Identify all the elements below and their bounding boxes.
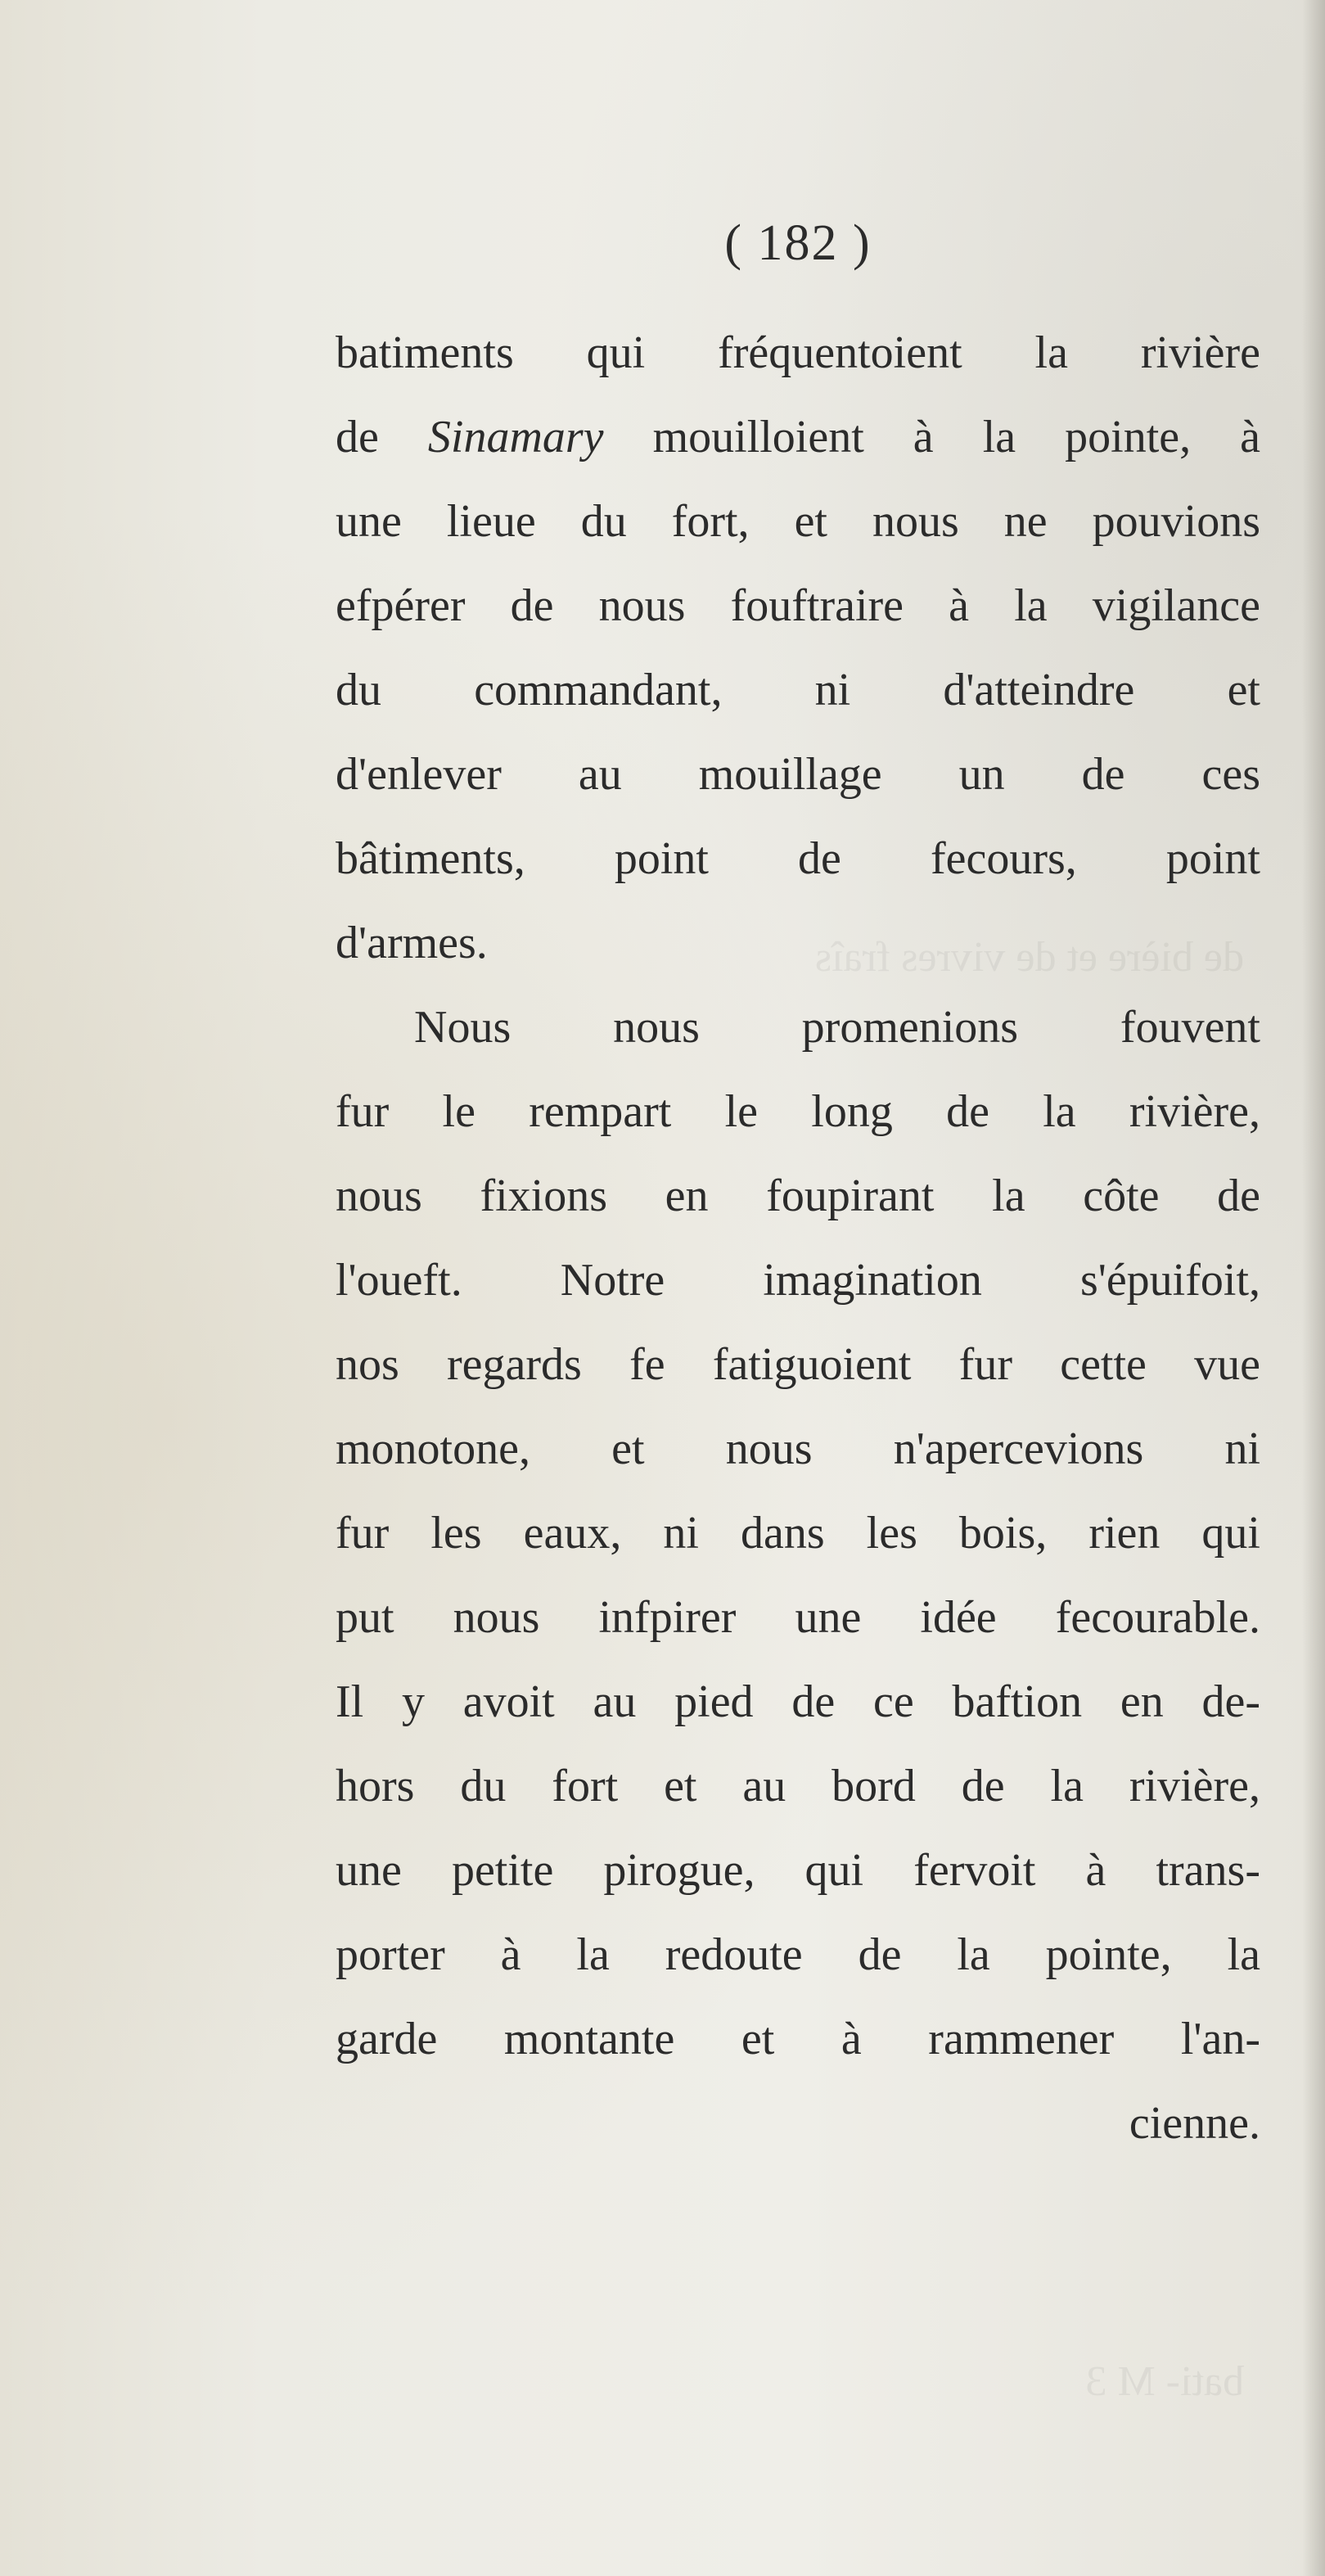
text-line: garde montante et à rammener l'an- [336,2014,1260,2064]
text-line: Il y avoit au pied de ce baftion en de- [336,1676,1260,1727]
text-line: une lieue du fort, et nous ne pouvions [336,496,1260,547]
paragraph-start-line: Nous nous promenions fouvent [414,1002,1260,1053]
text-line: du commandant, ni d'atteindre et [336,665,1260,715]
body-text [336,311,1260,2166]
text-line: nos regards fe fatiguoient fur cette vue [336,1339,1260,1390]
text-line: d'enlever au mouillage un de ces [336,749,1260,800]
text-segment: mouilloient à la pointe, à [603,412,1260,462]
text-line: batiments qui fréquentoient la rivière [336,327,1260,378]
text-line: une petite pirogue, qui fervoit à trans- [336,1845,1260,1896]
text-line: l'oueft. Notre imagination s'épuifoit, [336,1255,1260,1306]
page-number: ( 182 ) [724,215,872,271]
text-line: fur les eaux, ni dans les bois, rien qui [336,1508,1260,1559]
text-line: monotone, et nous n'apercevions ni [336,1423,1260,1474]
gutter-shadow [1302,0,1325,2576]
text-line: fur le rempart le long de la rivière, [336,1086,1260,1137]
text-line: nous fixions en foupirant la côte de [336,1171,1260,1221]
text-segment: de [336,412,428,462]
show-through-text: bati- M 3 [1085,2358,1244,2405]
text-line: efpérer de nous fouftraire à la vigilance [336,580,1260,631]
place-name: Sinamary [427,412,604,462]
show-through-text: de bière et de vivres fraîs [814,934,1244,981]
text-line: porter à la redoute de la pointe, la [336,1929,1260,1980]
text-line: hors du fort et au bord de la rivière, [336,1761,1260,1811]
catchword: cienne. [1129,2098,1260,2149]
text-line: d'armes. [336,918,488,968]
text-line [336,395,1260,480]
text-line: put nous infpirer une idée fecourable. [336,1592,1260,1643]
text-line: bâtiments, point de fecours, point [336,833,1260,884]
